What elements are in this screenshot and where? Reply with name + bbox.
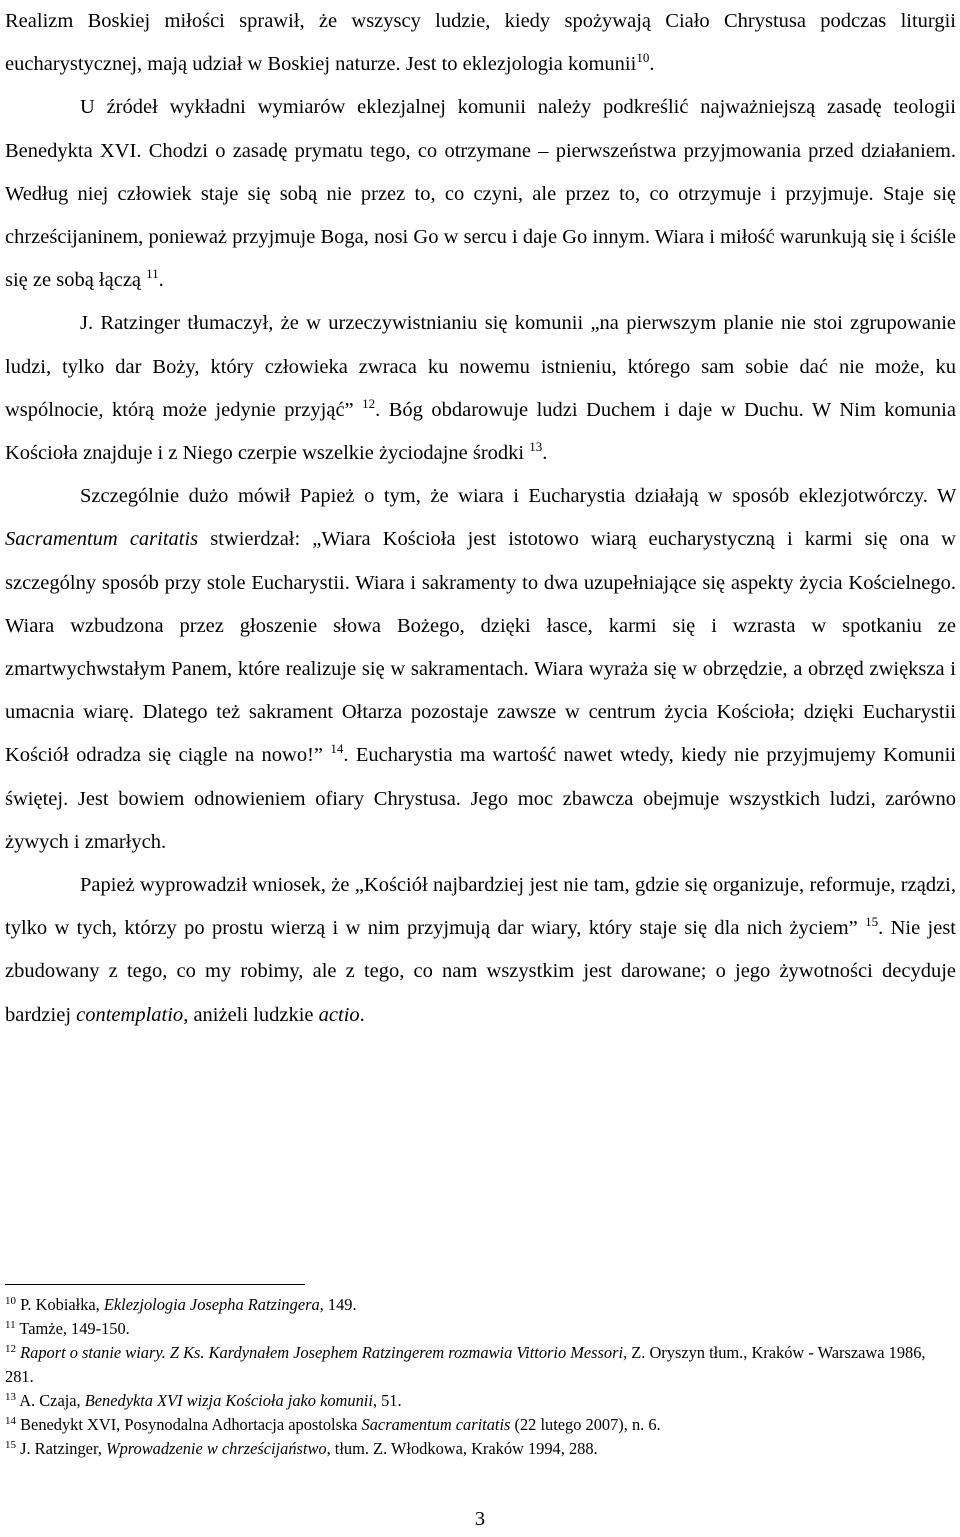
footnote (5, 1341, 950, 1389)
footnote-title: Eklezjologia Josepha Ratzingera (103, 1295, 320, 1314)
footnote (5, 1437, 950, 1461)
footnote (5, 1293, 950, 1317)
footnote-number: 14 (5, 1415, 16, 1427)
footnote-ref[interactable]: 14 (330, 741, 344, 757)
footnote-title: Raport o stanie wiary. Z Ks. Kardynałem Josephem Ratzingerem rozmawia Vittorio Messori (20, 1343, 624, 1362)
paragraph-5 (5, 864, 956, 1037)
italic-term: contemplatio (76, 1003, 184, 1026)
footnote-text: , Z. Oryszyn tłum., Kraków - Warszawa 1986, 281. (5, 1343, 926, 1386)
footnote-number: 12 (5, 1343, 16, 1355)
footnote-ref[interactable]: 12 (362, 395, 376, 411)
footnote (5, 1317, 950, 1341)
paragraph-text: Realizm Boskiej miłości sprawił, że wszyscy ludzie, kiedy spożywają Ciało Chrystusa podczas liturgii eucharystycznej, mają udział w Boskiej naturze. Jest to eklezjologia komunii (5, 10, 956, 76)
footnote-text: , 51. (372, 1391, 402, 1410)
footnote-number: 13 (5, 1391, 16, 1403)
page-number: 3 (474, 1508, 486, 1530)
footnote-text: A. Czaja, (19, 1391, 85, 1410)
footnotes (5, 1293, 950, 1461)
footnote-number: 10 (5, 1295, 16, 1307)
footnote-ref[interactable]: 15 (865, 914, 879, 930)
footnote-text: , 149. (319, 1295, 357, 1314)
footnote (5, 1413, 950, 1437)
paragraph-text: U źródeł wykładni wymiarów eklezjalnej komunii należy podkreślić najważniejszą zasadę teologii Benedykta XVI. Chodzi o zasadę prymatu tego, co otrzymane – pierwszeństwa przyjmowania przed działaniem. Według niej człowiek staje się sobą nie przez to, co czyni, ale przez to, co otrzymuje i przyjmuje. Staje się chrześcijaninem, ponieważ przyjmuje Boga, nosi Go w sercu i daje Go innym. Wiara i miłość warunkują się i ściśle się ze sobą łączą (5, 96, 956, 292)
paragraph-text: . Eucharystia ma wartość nawet wtedy, kiedy nie przyjmujemy Komunii świętej. Jest bowiem odnowieniem ofiary Chrystusa. Jego moc zbawcza obejmuje wszystkich ludzi, zarówno żywych i zmarłych. (5, 744, 956, 853)
footnote-text: Benedykt XVI, Posynodalna Adhortacja apostolska (20, 1415, 362, 1434)
footnote-number: 11 (5, 1319, 16, 1331)
italic-title: Sacramentum caritatis (5, 528, 199, 551)
footnote-title: Benedykta XVI wizja Kościoła jako komunii (84, 1391, 373, 1410)
paragraph-3 (5, 302, 956, 475)
footnote-ref[interactable]: 10 (636, 50, 650, 66)
paragraph-text: Szczególnie dużo mówił Papież o tym, że wiara i Eucharystia działają w sposób eklezjotwórczy. W (80, 485, 956, 508)
footnote (5, 1389, 950, 1413)
footnote-text: J. Ratzinger, (20, 1439, 106, 1458)
paragraph-text: J. Ratzinger tłumaczył, że w urzeczywistnianiu się komunii „na pierwszym planie nie stoi zgrupowanie ludzi, tylko dar Boży, który człowieka zwraca ku nowemu istnieniu, którego sam sobie dać nie może, ku wspólnocie, którą może jedynie przyjąć” (5, 312, 956, 421)
paragraph-text: . (158, 269, 164, 292)
paragraph-text: . (359, 1003, 365, 1026)
paragraph-text: . Bóg obdarowuje ludzi Duchem i daje w Duchu. W Nim komunia Kościoła znajduje i z Niego czerpie wszelkie życiodajne środki (5, 398, 956, 465)
paragraph-2 (5, 86, 956, 302)
footnote-ref[interactable]: 11 (146, 266, 159, 282)
footnote-title: Wprowadzenie w chrześcijaństwo (105, 1439, 327, 1458)
footnote-title: Sacramentum caritatis (361, 1415, 511, 1434)
footnote-text: Tamże, 149-150. (19, 1319, 130, 1338)
footnote-number: 15 (5, 1439, 16, 1451)
footnote-text: (22 lutego 2007), n. 6. (510, 1415, 661, 1434)
paragraph-1 (5, 0, 956, 86)
footnote-text: , tłum. Z. Włodkowa, Kraków 1994, 288. (326, 1439, 598, 1458)
footnote-ref[interactable]: 13 (529, 439, 543, 455)
footnote-separator (5, 1284, 305, 1285)
paragraph-text: Papież wyprowadził wniosek, że „Kościół najbardziej jest nie tam, gdzie się organizuje, reformuje, rządzi, tylko w tych, którzy po prostu wierzą i w nim przyjmują dar wiary, który staje się dla nich życiem” (5, 874, 956, 940)
body-text (5, 0, 956, 1037)
footnote-text: P. Kobiałka, (20, 1295, 104, 1314)
paragraph-text: . Nie jest zbudowany z tego, co my robimy, ale z tego, co nam wszystkim jest darowane; o jego żywotności decyduje bardziej (5, 917, 956, 1026)
paragraph-text: , aniżeli ludzkie (183, 1003, 314, 1026)
paragraph-4 (5, 475, 956, 864)
paragraph-text: stwierdzał: „Wiara Kościoła jest istotowo wiarą eucharystyczną i karmi się ona w szczególny sposób przy stole Eucharystii. Wiara i sakramenty to dwa uzupełniające się aspekty życia Kościelnego. Wiara wzbudzona przez głoszenie słowa Bożego, dzięki łasce, karmi się i wzrasta w spotkaniu ze zmartwychwstałym Panem, które realizuje się w sakramentach. Wiara wyraża się w obrzędzie, a obrzęd zwiększa i umacnia wiarę. Dlatego też sakrament Ołtarza pozostaje zawsze w centrum życia Kościoła; dzięki Eucharystii Kościół odradza się ciągle na nowo!” (5, 528, 956, 767)
italic-term: actio (318, 1003, 360, 1026)
paragraph-text: . (649, 53, 655, 76)
paragraph-text: . (542, 442, 548, 465)
